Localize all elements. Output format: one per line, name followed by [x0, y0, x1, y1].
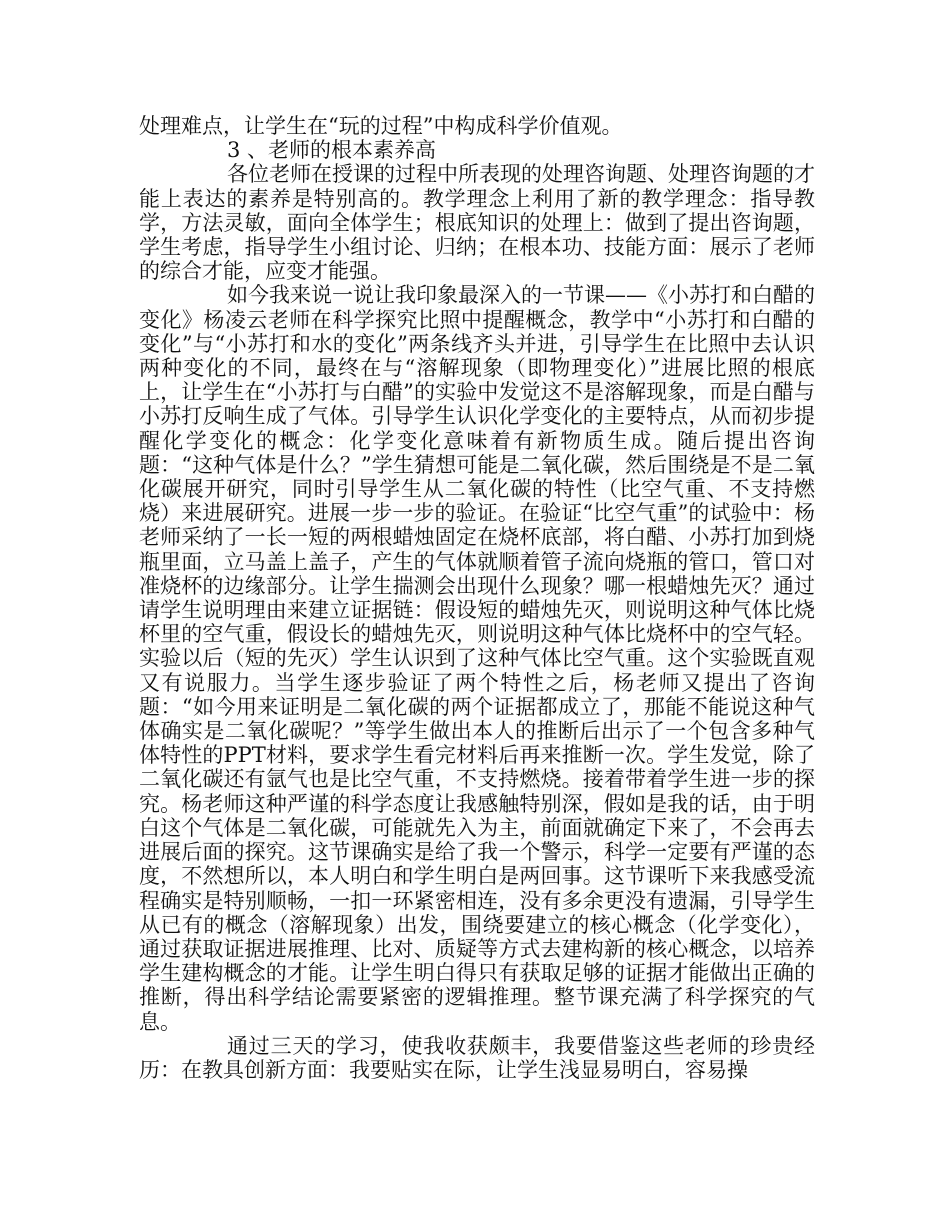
document-page: [139, 114, 815, 1082]
paragraph-lesson-review: 如今我来说一说让我印象最深入的一节课——《小苏打和白醋的变化》杨凌云老师在科学探究比照中提醒概念，教学中“小苏打和白醋的变化”与“小苏打和水的变化”两条线齐头并进，引导学生在比照中去认识两种变化的不同，最终在与“溶解现象（即物理变化）”进展比照的根底上，让学生在“小苏打与白醋”的实验中发觉这不是溶解现象，而是白醋与小苏打反响生成了气体。引导学生认识化学变化的主要特点，从而初步提醒化学变化的概念：化学变化意味着有新物质生成。随后提出咨询题：“这种气体是什么？”学生猜想可能是二氧化碳，然后围绕是不是二氧化碳展开研究，同时引导学生从二氧化碳的特性（比空气重、不支持燃烧）来进展研究。进展一步一步的验证。在验证“比空气重”的试验中：杨老师采纳了一长一短的两根蜡烛固定在烧杯底部，将白醋、小苏打加到烧瓶里面，立马盖上盖子，产生的气体就顺着管子流向烧瓶的管口，管口对准烧杯的边缘部分。让学生揣测会出现什么现象？哪一根蜡烛先灭？通过请学生说明理由来建立证据链：假设短的蜡烛先灭，则说明这种气体比烧杯里的空气重，假设长的蜡烛先灭，则说明这种气体比烧杯中的空气轻。实验以后（短的先灭）学生认识到了这种气体比空气重。这个实验既直观又有说服力。当学生逐步验证了两个特性之后，杨老师又提出了咨询题：“如今用来证明是二氧化碳的两个证据都成立了，那能不能说这种气体确实是二氧化碳呢？”等学生做出本人的推断后出示了一个包含多种气体特性的PPT材料，要求学生看完材料后再来推断一次。学生发觉，除了二氧化碳还有氩气也是比空气重，不支持燃烧。接着带着学生进一步的探究。杨老师这种严谨的科学态度让我感触特别深，假如是我的话，由于明白这个气体是二氧化碳，可能就先入为主，前面就确定下来了，不会再去进展后面的探究。这节课确实是给了我一个警示，科学一定要有严谨的态度，不然想所以，本人明白和学生明白是两回事。这节课听下来我感受流程确实是特别顺畅，一扣一环紧密相连，没有多余更没有遗漏，引导学生从已有的概念（溶解现象）出发，围绕要建立的核心概念（化学变化），通过获取证据进展推理、比对、质疑等方式去建构新的核心概念，以培养学生建构概念的才能。让学生明白得只有获取足够的证据才能做出正确的推断，得出科学结论需要紧密的逻辑推理。整节课充满了科学探究的气息。: [139, 283, 815, 1034]
paragraph-summary: 通过三天的学习，使我收获颇丰，我要借鉴这些老师的珍贵经历：在教具创新方面：我要贴实在际，让学生浅显易明白，容易操: [139, 1033, 815, 1082]
paragraph-teacher-quality: 各位老师在授课的过程中所表现的处理咨询题、处理咨询题的才能上表达的素养是特别高的。教学理念上利用了新的教学理念：指导教学，方法灵敏，面向全体学生；根底知识的处理上：做到了提出咨询题，学生考虑，指导学生小组讨论、归纳；在根本功、技能方面：展示了老师的综合才能，应变才能强。: [139, 162, 815, 284]
section-heading: 3 、老师的根本素养高: [227, 138, 437, 163]
paragraph-continuation: 处理难点，让学生在“玩的过程”中构成科学价值观。: [139, 114, 623, 138]
